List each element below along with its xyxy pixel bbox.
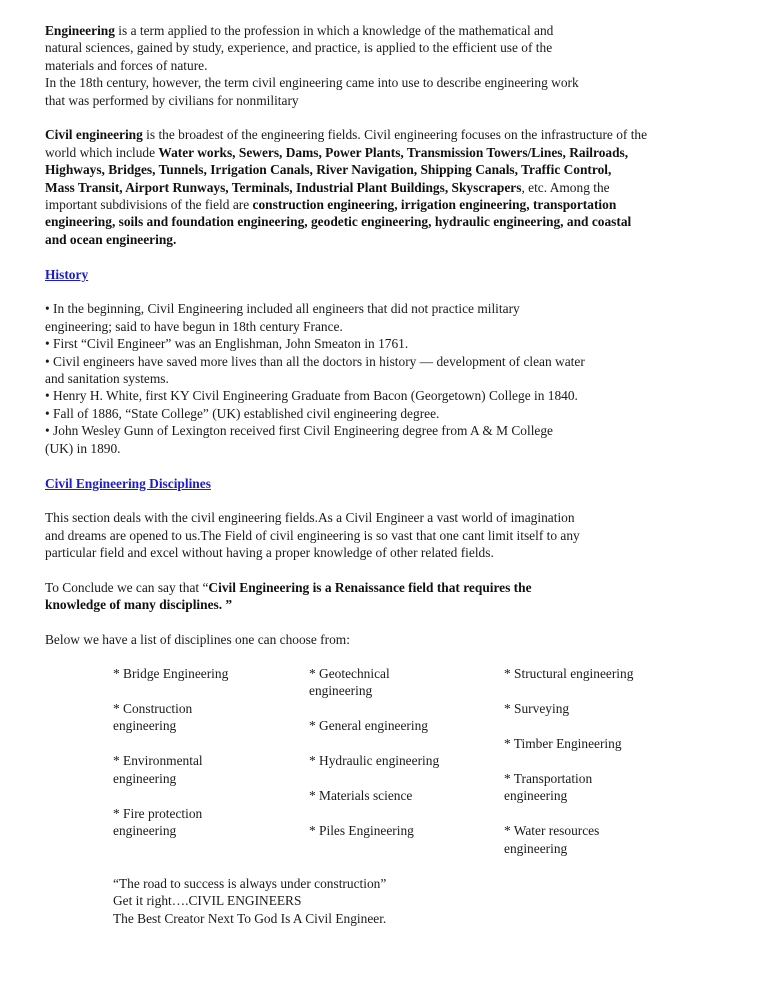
- disciplines-heading-link[interactable]: Civil Engineering Disciplines: [45, 475, 211, 491]
- history-line: • First “Civil Engineer” was an Englishman, John Smeaton in 1761.: [45, 336, 409, 352]
- disciplines-paragraph-line: and dreams are opened to us.The Field of civil engineering is so vast that one cant limit itself to any: [45, 527, 580, 543]
- history-line: engineering; said to have begun in 18th century France.: [45, 318, 343, 334]
- history-line: • John Wesley Gunn of Lexington received first Civil Engineering degree from A & M College: [45, 423, 554, 439]
- disciplines-column-2: [309, 665, 479, 857]
- closing-line: The Best Creator Next To God Is A Civil Engineer.: [113, 910, 387, 926]
- history-line: • Civil engineers have saved more lives than all the doctors in history — development of clean water: [45, 353, 585, 369]
- history-heading-link[interactable]: History: [45, 266, 89, 282]
- history-line: and sanitation systems.: [45, 371, 169, 387]
- disciplines-column-1: [113, 665, 283, 857]
- discipline-item: * Environmental engineering: [113, 753, 203, 786]
- civil-paragraph-line: engineering, soils and foundation engineering, geodetic engineering, hydraulic engineering, and coastal: [45, 214, 632, 230]
- history-line: (UK) in 1890.: [45, 440, 121, 456]
- civil-paragraph-line: and ocean engineering.: [45, 231, 177, 247]
- closing-quote: [113, 875, 386, 927]
- intro-paragraph-line: In the 18th century, however, the term civil engineering came into use to describe engineering work: [45, 75, 579, 91]
- discipline-item: * Materials science: [309, 788, 413, 804]
- discipline-item: * Structural engineering: [504, 666, 634, 681]
- discipline-item: * Construction engineering: [113, 701, 193, 734]
- discipline-item: * Bridge Engineering: [113, 666, 229, 681]
- civil-paragraph-line: important subdivisions of the field are construction engineering, irrigation engineering, transportation: [45, 197, 617, 213]
- discipline-item: * Timber Engineering: [504, 736, 622, 751]
- disciplines-list: [113, 665, 713, 865]
- closing-line: Get it right….CIVIL ENGINEERS: [113, 893, 302, 909]
- discipline-item: * Piles Engineering: [309, 823, 414, 839]
- term-engineering: Engineering: [45, 23, 115, 38]
- civil-paragraph-line: Civil engineering is the broadest of the engineering fields. Civil engineering focuses on the infrastructure of the: [45, 127, 648, 143]
- term-civil-engineering: Civil engineering: [45, 127, 143, 143]
- discipline-item: * Surveying: [504, 701, 570, 716]
- document-body: [45, 22, 735, 649]
- conclusion-line: To Conclude we can say that “Civil Engineering is a Renaissance field that requires the: [45, 579, 532, 595]
- civil-paragraph-line: world which include Water works, Sewers, Dams, Power Plants, Transmission Towers/Lines, Railroads,: [45, 144, 629, 160]
- history-line: • In the beginning, Civil Engineering included all engineers that did not practice military: [45, 301, 520, 317]
- disciplines-column-3: [504, 665, 684, 875]
- conclusion-line: knowledge of many disciplines. ”: [45, 597, 233, 613]
- discipline-item: * Fire protection engineering: [113, 805, 203, 839]
- closing-line: “The road to success is always under construction”: [113, 876, 387, 891]
- discipline-item: * Water resources engineering: [504, 823, 600, 856]
- discipline-item: * General engineering: [309, 718, 428, 734]
- civil-paragraph-line: Highways, Bridges, Tunnels, Irrigation Canals, River Navigation, Shipping Canals, Traffic Control,: [45, 162, 612, 178]
- intro-paragraph-line: natural sciences, gained by study, experience, and practice, is applied to the efficient use of the: [45, 40, 553, 56]
- disciplines-paragraph-line: particular field and excel without having a proper knowledge of other related fields.: [45, 545, 494, 561]
- intro-paragraph-line: Engineering is a term applied to the profession in which a knowledge of the mathematical and: [45, 23, 554, 38]
- discipline-item: * Hydraulic engineering: [309, 753, 440, 769]
- intro-paragraph-line: that was performed by civilians for nonmilitary: [45, 92, 299, 108]
- discipline-item: * Transportation engineering: [504, 771, 593, 804]
- civil-paragraph-line: Mass Transit, Airport Runways, Terminals, Industrial Plant Buildings, Skyscrapers, etc. Among the: [45, 179, 610, 195]
- disciplines-paragraph-line: This section deals with the civil engineering fields.As a Civil Engineer a vast world of imagination: [45, 510, 575, 526]
- list-intro: Below we have a list of disciplines one can choose from:: [45, 632, 350, 648]
- history-line: • Fall of 1886, “State College” (UK) established civil engineering degree.: [45, 405, 440, 421]
- discipline-item: * Geotechnical engineering: [309, 666, 390, 699]
- history-line: • Henry H. White, first KY Civil Engineering Graduate from Bacon (Georgetown) College in 1840.: [45, 388, 578, 404]
- intro-paragraph-line: materials and forces of nature.: [45, 57, 208, 73]
